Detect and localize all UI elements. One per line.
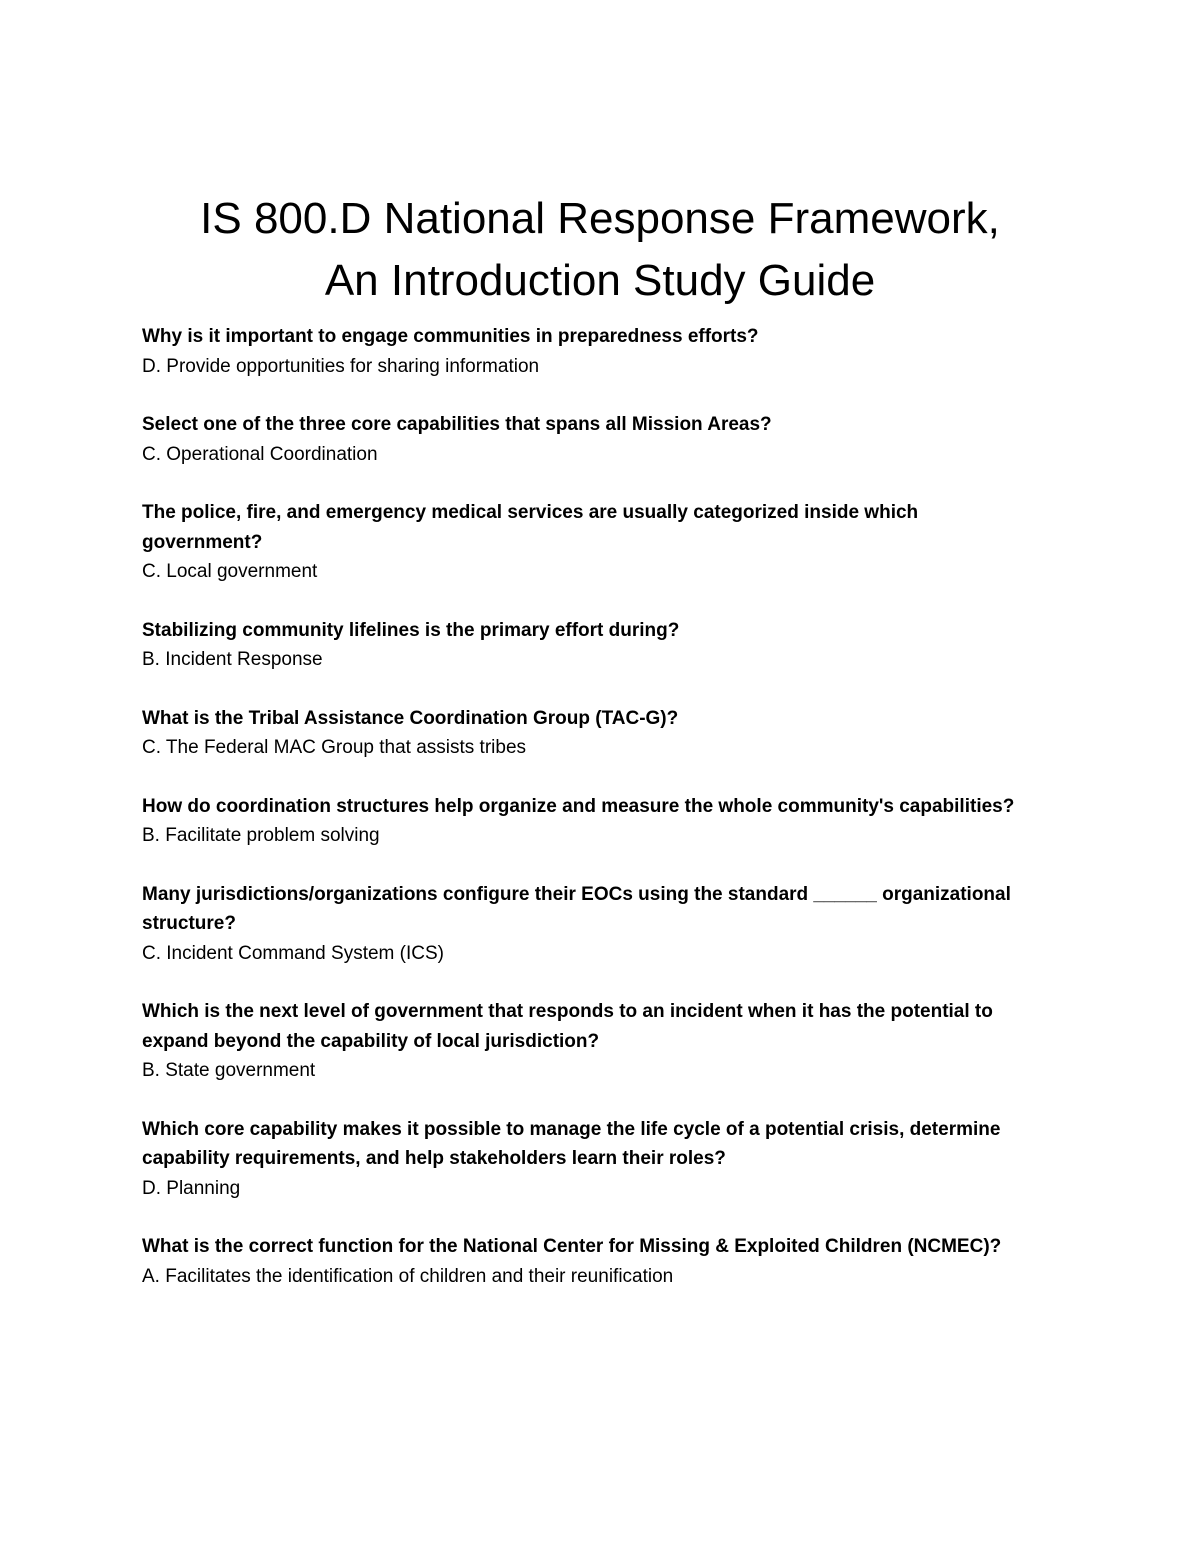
answer-text: C. Incident Command System (ICS) [142,942,444,964]
qa-item [142,792,1042,851]
answer-text: D. Planning [142,1177,241,1199]
question-text: Which is the next level of government that responds to an incident when it has the potential to expand beyond the capability of local jurisdiction? [142,1001,993,1052]
answer-text: D. Provide opportunities for sharing information [142,355,540,377]
answer-text: B. Incident Response [142,649,323,670]
answer-text: B. Facilitate problem solving [142,825,380,846]
answer-text: B. State government [142,1060,316,1081]
qa-item [142,997,1042,1086]
qa-item [142,704,1042,763]
question-text: How do coordination structures help organize and measure the whole community's capabilities? [142,795,1015,817]
answer-text: C. Local government [142,561,318,582]
qa-item [142,410,1042,469]
answer-text: A. Facilitates the identification of children and their reunification [142,1265,674,1287]
answer-text: C. Operational Coordination [142,443,378,465]
title-line-1: IS 800.D National Response Framework, [200,194,1000,243]
question-text: What is the correct function for the National Center for Missing & Exploited Children (NCMEC)? [142,1236,1002,1257]
question-text: Select one of the three core capabilities that spans all Mission Areas? [142,414,772,435]
question-text: What is the Tribal Assistance Coordination Group (TAC-G)? [142,707,679,729]
qa-item [142,1115,1042,1204]
title-line-2: An Introduction Study Guide [324,256,876,305]
question-text: Stabilizing community lifelines is the primary effort during? [142,619,680,641]
qa-item [142,1232,1042,1291]
qa-item [142,498,1042,587]
question-text: Why is it important to engage communities in preparedness efforts? [142,326,759,347]
question-text: Which core capability makes it possible to manage the life cycle of a potential crisis, determine capability requirements, and help stakeholders learn their roles? [142,1118,1001,1169]
question-text: Many jurisdictions/organizations configure their EOCs using the standard ______ organizational structure? [142,883,1011,934]
qa-list [142,322,1042,1320]
qa-item [142,880,1042,969]
answer-text: C. The Federal MAC Group that assists tribes [142,737,527,758]
qa-item [142,322,1042,381]
question-text: The police, fire, and emergency medical services are usually categorized inside which government? [142,502,919,553]
qa-item [142,616,1042,675]
page-title [0,188,1200,312]
